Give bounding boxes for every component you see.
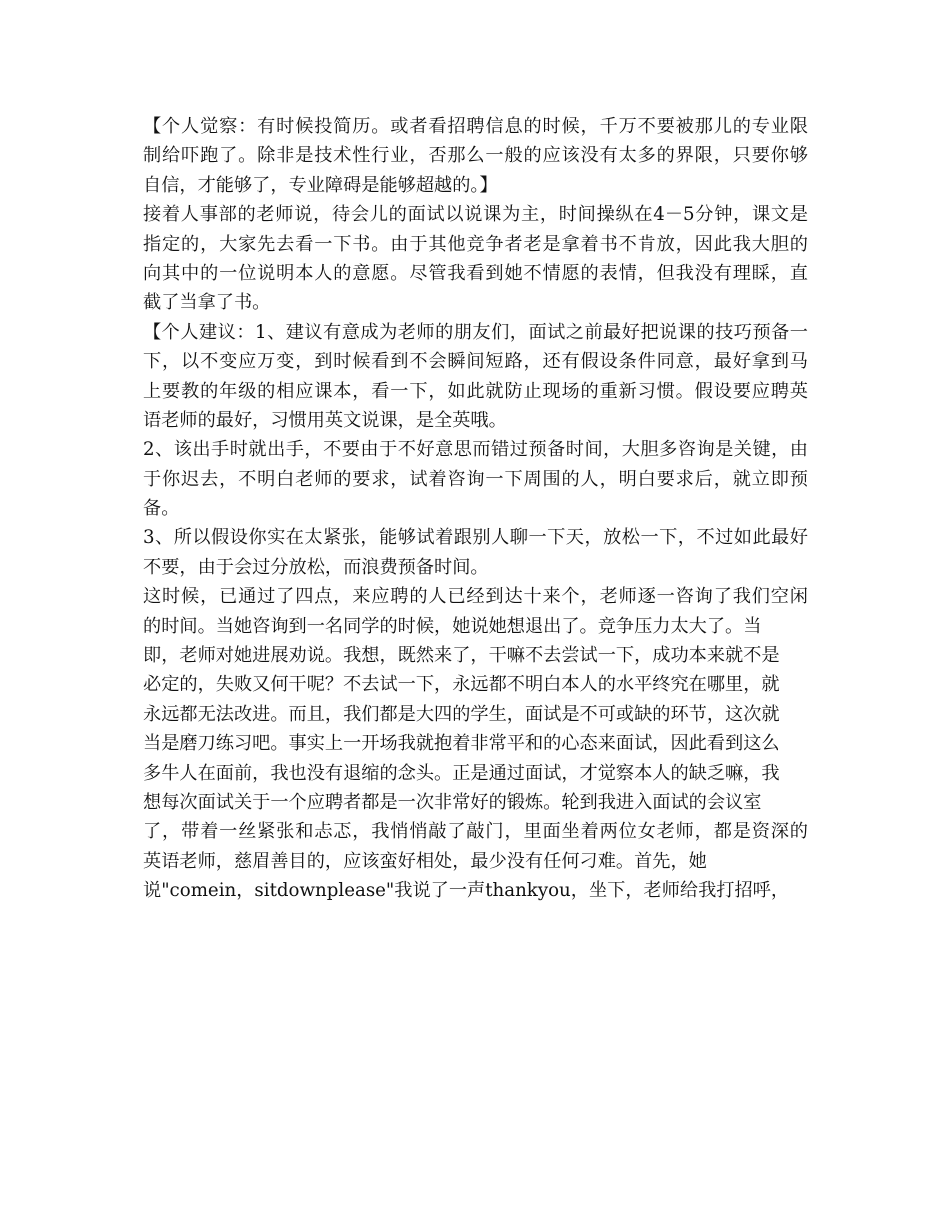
text-line-21: 永远都无法改进。而且，我们都是大四的学生，面试是不可或缺的环节，这次就 <box>143 703 780 725</box>
text-line-10: 上要教的年级的相应课本，看一下，如此就防止现场的重新习惯。假设要应聘英 <box>143 380 808 402</box>
text-line-20: 必定的，失败又何干呢？不去试一下，永远都不明白本人的水平终究在哪里，就 <box>143 674 780 696</box>
text-line-25: 了，带着一丝紧张和忐忑，我悄悄敲了敲门，里面坐着两位女老师，都是资深的 <box>143 821 808 843</box>
text-line-12: 2、该出手时就出手，不要由于不好意思而错过预备时间，大胆多咨询是关键，由 <box>143 439 808 461</box>
text-line-6: 向其中的一位说明本人的意愿。尽管我看到她不情愿的表情，但我没有理睬，直 <box>143 262 808 284</box>
text-line-24: 想每次面试关于一个应聘者都是一次非常好的锻炼。轮到我进入面试的会议室 <box>143 791 762 813</box>
text-line-19: 即，老师对她进展劝说。我想，既然来了，干嘛不去尝试一下，成功本来就不是 <box>143 645 780 667</box>
text-line-5: 指定的，大家先去看一下书。由于其他竞争者老是拿着书不肯放，因此我大胆的 <box>143 233 808 255</box>
text-line-16: 不要，由于会过分放松，而浪费预备时间。 <box>143 556 489 578</box>
text-line-7: 截了当拿了书。 <box>143 292 271 314</box>
text-line-15: 3、所以假设你实在太紧张，能够试着跟别人聊一下天，放松一下，不过如此最好 <box>143 527 808 549</box>
text-line-9: 下，以不变应万变，到时候看到不会瞬间短路，还有假设条件同意，最好拿到马 <box>143 351 808 373</box>
text-line-2: 制给吓跑了。除非是技术性行业，否那么一般的应该没有太多的界限，只要你够 <box>143 145 808 167</box>
text-line-1: 【个人觉察：有时候投简历。或者看招聘信息的时候，千万不要被那儿的专业限 <box>143 116 808 137</box>
text-line-13: 于你迟去，不明白老师的要求，试着咨询一下周围的人，明白要求后，就立即预 <box>143 468 808 490</box>
text-line-8: 【个人建议：1、建议有意成为老师的朋友们，面试之前最好把说课的技巧预备一 <box>143 321 808 343</box>
text-line-4: 接着人事部的老师说，待会儿的面试以说课为主，时间操纵在4－5分钟，课文是 <box>143 204 808 226</box>
text-line-3: 自信，才能够了，专业障碍是能够超越的。】 <box>143 174 498 196</box>
document-body <box>143 112 808 906</box>
text-line-27: 说"comein，sitdownplease"我说了一声thankyou，坐下，老师给我打招呼， <box>143 880 790 902</box>
text-line-18: 的时间。当她咨询到一名同学的时候，她说她想退出了。竞争压力太大了。当 <box>143 615 762 637</box>
text-line-14: 备。 <box>143 498 180 520</box>
text-line-26: 英语老师，慈眉善目的，应该蛮好相处，最少没有任何刁难。首先，她 <box>143 850 707 872</box>
text-line-11: 语老师的最好，习惯用英文说课，是全英哦。 <box>143 409 507 431</box>
text-line-23: 多牛人在面前，我也没有退缩的念头。正是通过面试，才觉察本人的缺乏嘛，我 <box>143 762 780 784</box>
text-line-17: 这时候，已通过了四点，来应聘的人已经到达十来个，老师逐一咨询了我们空闲 <box>143 586 808 608</box>
text-line-22: 当是磨刀练习吧。事实上一开场我就抱着非常平和的心态来面试，因此看到这么 <box>143 733 780 755</box>
